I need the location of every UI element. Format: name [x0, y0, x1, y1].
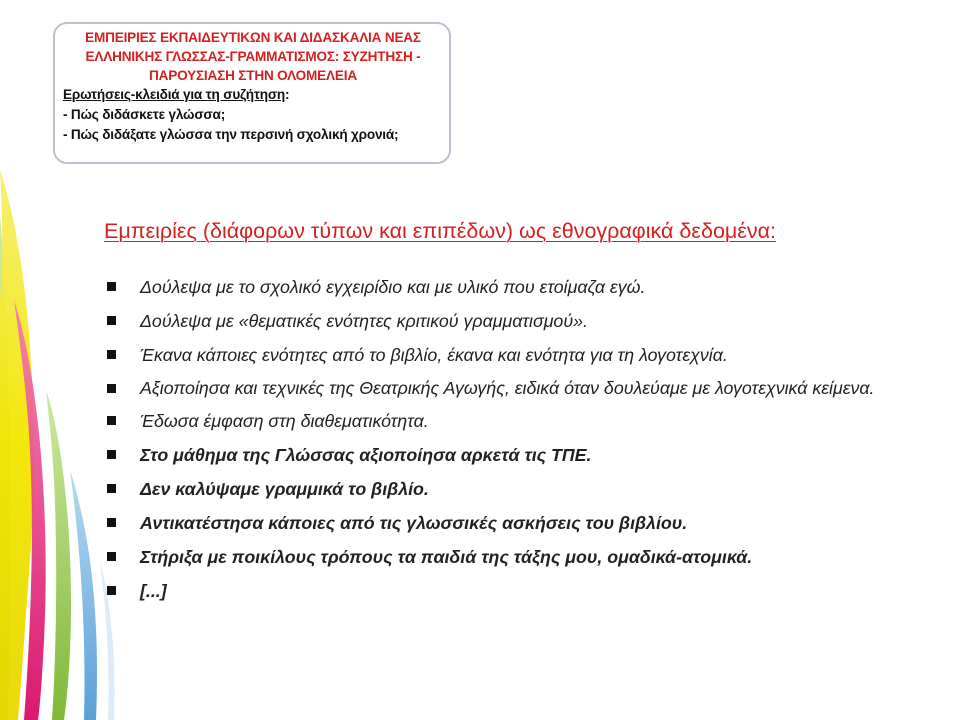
bullet-item [104, 406, 924, 436]
question-2: - Πώς διδάξατε γλώσσα την περσινή σχολική χρονιά; [63, 127, 399, 142]
square-bullet-icon [107, 552, 116, 561]
key-questions-heading [63, 85, 443, 105]
bullet-item [104, 474, 924, 504]
header-box [53, 22, 451, 164]
bullet-text: Δεν καλύψαμε γραμμικά το βιβλίο. [140, 479, 429, 499]
ribbon-green [46, 390, 71, 720]
square-bullet-icon [107, 450, 116, 459]
bullet-text: Στήριξα με ποικίλους τρόπους τα παιδιά της τάξης μου, ομαδικά-ατομικά. [140, 547, 753, 567]
question-1: - Πώς διδάσκετε γλώσσα; [63, 107, 226, 122]
square-bullet-icon [107, 416, 116, 425]
square-bullet-icon [107, 384, 116, 393]
bullet-text: Έκανα κάποιες ενότητες από το βιβλίο, έκανα και ενότητα για τη λογοτεχνία. [140, 345, 728, 365]
bullet-item [104, 542, 924, 572]
bullet-text: Δούλεψα με το σχολικό εγχειρίδιο και με υλικό που ετοίμαζα εγώ. [140, 277, 646, 297]
experience-bullet-list [104, 272, 924, 610]
ribbon-blue [70, 470, 97, 720]
square-bullet-icon [107, 518, 116, 527]
bullet-text: Δούλεψα με «θεματικές ενότητες κριτικού γραμματισμού». [140, 311, 588, 331]
bullet-item [104, 508, 924, 538]
square-bullet-icon [107, 316, 116, 325]
bullet-text: Στο μάθημα της Γλώσσας αξιοποίησα αρκετά τις ΤΠΕ. [140, 445, 592, 465]
bullet-text: Αξιοποίησα και τεχνικές της Θεατρικής Αγωγής, ειδικά όταν δουλεύαμε με λογοτεχνικά κείμενα. [140, 378, 875, 398]
bullet-item [104, 272, 924, 302]
square-bullet-icon [107, 484, 116, 493]
bullet-item [104, 340, 924, 370]
main-heading: Εμπειρίες (διάφορων τύπων και επιπέδων) ως εθνογραφικά δεδομένα: [104, 219, 777, 243]
square-bullet-icon [107, 350, 116, 359]
header-title-line-1: ΕΜΠΕΙΡΙΕΣ ΕΚΠΑΙΔΕΥΤΙΚΩΝ ΚΑΙ ΔΙΔΑΣΚΑΛΙΑ ΝΕΑΣ [85, 30, 421, 45]
bullet-item [104, 306, 924, 336]
key-questions-colon: : [285, 87, 290, 102]
bullet-item [104, 440, 924, 470]
bullet-text: [...] [140, 581, 167, 601]
header-title-line-2: ΕΛΛΗΝΙΚΗΣ ΓΛΩΣΣΑΣ-ΓΡΑΜΜΑΤΙΣΜΟΣ: ΣΥΖΗΤΗΣΗ - [85, 49, 421, 64]
bullet-text: Αντικατέστησα κάποιες από τις γλωσσικές ασκήσεις του βιβλίου. [140, 513, 688, 533]
square-bullet-icon [107, 586, 116, 595]
ribbon-yellow [0, 170, 34, 720]
bullet-item [104, 374, 924, 402]
corner-blank-area [848, 684, 960, 720]
square-bullet-icon [107, 282, 116, 291]
bullet-text: Έδωσα έμφαση στη διαθεματικότητα. [140, 411, 429, 431]
key-questions-label: Ερωτήσεις-κλειδιά για τη συζήτηση [63, 87, 286, 102]
bullet-item [104, 576, 924, 606]
header-title-line-3: ΠΑΡΟΥΣΙΑΣΗ ΣΤΗΝ ΟΛΟΜΕΛΕΙΑ [149, 68, 357, 83]
